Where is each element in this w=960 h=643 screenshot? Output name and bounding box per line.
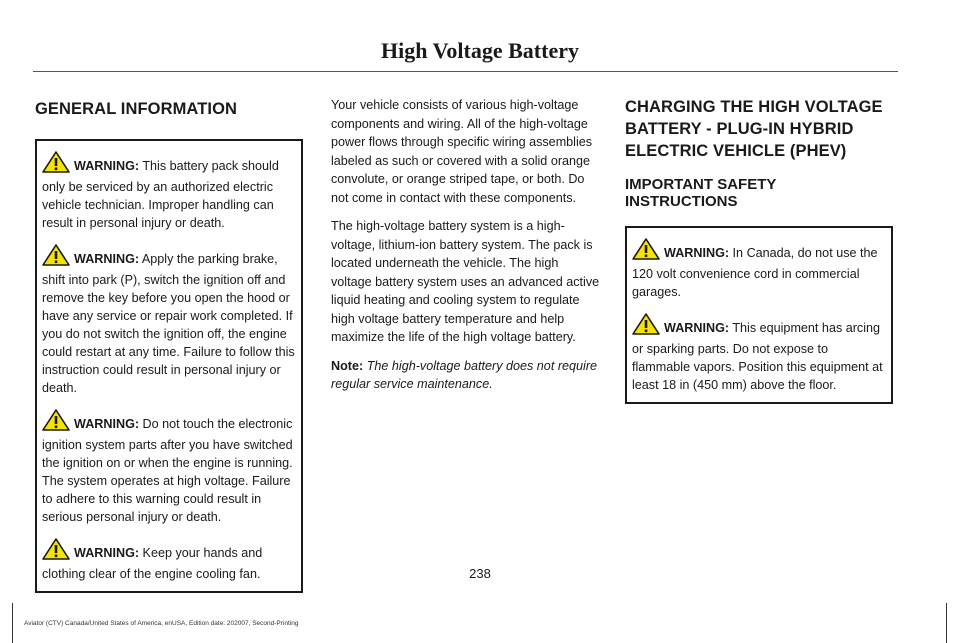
- subheading-safety-instructions: IMPORTANT SAFETY INSTRUCTIONS: [625, 176, 777, 210]
- warning-triangle-icon: [42, 409, 70, 436]
- page-header-title: High Voltage Battery: [381, 38, 579, 63]
- warning-label: WARNING:: [74, 252, 140, 266]
- footer-edition-info: Aviator (CTV) Canada/United States of America, enUSA, Edition date: 202007, Second-Printing: [24, 620, 299, 627]
- warning-text: Keep your hands and clothing clear of the engine cooling fan.: [42, 546, 263, 581]
- heading-line: BATTERY - PLUG-IN HYBRID: [625, 120, 854, 138]
- warning-text: Apply the parking brake, shift into park (P), switch the ignition off and remove the key before you open the hood or have any service or repair work completed. If you do not switch the ignition off, the engine could restart at any time. Failure to follow this instruction could result in personal injury or death.: [42, 252, 295, 395]
- warning-item: [42, 244, 296, 397]
- warning-label: WARNING:: [74, 546, 140, 560]
- note-paragraph: [331, 357, 601, 394]
- warning-text: In Canada, do not use the 120 volt convenience cord in commercial garages.: [632, 246, 878, 299]
- warning-label: WARNING:: [664, 246, 730, 260]
- paragraph: The high-voltage battery system is a high-voltage, lithium-ion battery system. The pack is located underneath the vehicle. The high voltage battery system uses an advanced active liquid heating and cooling system to regulate high voltage battery temperature and help maximize the life of the high voltage battery.: [331, 219, 600, 344]
- warning-label: WARNING:: [74, 417, 140, 431]
- warning-box-general: [35, 139, 303, 593]
- heading-line: CHARGING THE HIGH VOLTAGE: [625, 98, 883, 116]
- note-label: Note:: [331, 358, 364, 373]
- section-heading-charging: [625, 96, 892, 162]
- warning-triangle-icon: [632, 313, 660, 340]
- note-text: The high-voltage battery does not require regular service maintenance.: [331, 358, 598, 391]
- section-heading-general-information: GENERAL INFORMATION: [35, 100, 238, 118]
- header-divider: [33, 71, 898, 72]
- warning-label: WARNING:: [664, 321, 730, 335]
- warning-item: [632, 238, 886, 301]
- warning-triangle-icon: [42, 151, 70, 178]
- paragraph: Your vehicle consists of various high-voltage components and wiring. All of the high-voltage power flows through specific wiring assemblies labeled as such or covered with a solid orange convolute, or orange striped tape, or both. Do not come in contact with these components.: [331, 98, 593, 205]
- warning-item: [42, 409, 296, 526]
- crop-mark: [12, 603, 13, 643]
- column-body-text: [331, 96, 601, 404]
- column-general-information: [35, 96, 303, 593]
- warning-triangle-icon: [632, 238, 660, 265]
- column-charging: [625, 96, 892, 404]
- warning-triangle-icon: [42, 538, 70, 565]
- warning-text: This battery pack should only be serviced by an authorized electric vehicle technician. Improper handling can result in personal injury or death.: [42, 159, 279, 230]
- warning-item: [632, 313, 886, 394]
- crop-mark: [946, 603, 947, 643]
- warning-text: This equipment has arcing or sparking parts. Do not expose to flammable vapors. Position this equipment at least 18 in (450 mm) above the floor.: [632, 321, 883, 392]
- warning-text: Do not touch the electronic ignition system parts after you have switched the ignition on or when the engine is running. The system operates at high voltage. Failure to adhere to this warning could result in serious personal injury or death.: [42, 417, 293, 524]
- warning-box-charging: [625, 226, 893, 404]
- warning-triangle-icon: [42, 244, 70, 271]
- page-number: 238: [469, 566, 491, 581]
- heading-line: ELECTRIC VEHICLE (PHEV): [625, 142, 847, 160]
- warning-item: [42, 151, 296, 232]
- warning-label: WARNING:: [74, 159, 140, 173]
